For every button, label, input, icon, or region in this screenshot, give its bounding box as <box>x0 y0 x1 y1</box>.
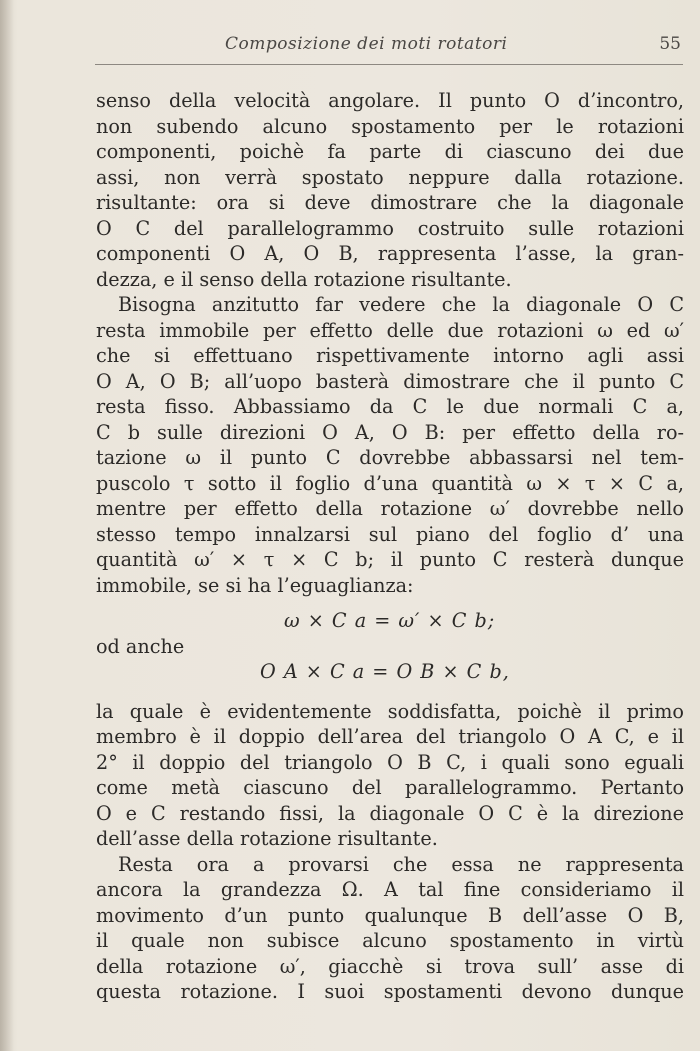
spine-shadow <box>0 0 14 1051</box>
text-line: componenti, poichè fa parte di ciascuno dei due <box>96 140 684 163</box>
text-line: ancora la grandezza Ω. A tal fine consideriamo il <box>96 878 684 901</box>
text-line: C b sulle direzioni O A, O B: per effetto della ro- <box>96 420 684 444</box>
text-line: dezza, e il senso della rotazione risultante. <box>96 267 512 291</box>
text-line: mentre per effetto della rotazione ω′ dovrebbe nello <box>96 497 684 520</box>
text-line: non subendo alcuno spostamento per le rotazioni <box>96 114 684 138</box>
text-line: Resta ora a provarsi che essa ne rappresenta <box>118 852 684 876</box>
formula-line <box>96 634 684 660</box>
text-line: tazione ω il punto C dovrebbe abbassarsi nel tem- <box>96 446 684 469</box>
text-line: resta immobile per effetto delle due rotazioni ω ed ω′ <box>96 318 684 342</box>
text-line: stesso tempo innalzarsi sul piano del foglio d’ una <box>96 522 684 546</box>
text-line: questa rotazione. I suoi spostamenti devono dunque <box>96 980 684 1003</box>
page-number: 55 <box>659 34 681 54</box>
text-line: risultante: ora si deve dimostrare che la diagonale <box>96 191 684 214</box>
text-line: che si effettuano rispettivamente intorno agli assi <box>96 344 684 367</box>
formula-1: ω × C a = ω′ × C b; <box>284 609 496 632</box>
running-title: Composizione dei moti rotatori <box>225 34 508 54</box>
text-line: 2° il doppio del triangolo O B C, i quali sono eguali <box>96 750 684 774</box>
text-line: la quale è evidentemente soddisfatta, poichè il primo <box>96 699 684 723</box>
text-line: immobile, se si ha l’eguaglianza: <box>96 573 414 597</box>
text-line: membro è il doppio dell’area del triangolo O A C, e il <box>96 725 684 748</box>
text-line: come metà ciascuno del parallelogrammo. Pertanto <box>96 776 684 799</box>
text-line: assi, non verrà spostato neppure dalla rotazione. <box>96 165 684 189</box>
text-line: O C del parallelogrammo costruito sulle rotazioni <box>96 216 684 240</box>
text-line: senso della velocità angolare. Il punto O d’incontro, <box>96 89 684 112</box>
formula-lead-text: od anche <box>96 634 185 658</box>
text-line: O A, O B; all’uopo basterà dimostrare che il punto C <box>96 369 684 393</box>
text-line: componenti O A, O B, rappresenta l’asse, la gran- <box>96 242 684 265</box>
header-rule <box>95 64 683 65</box>
running-header <box>95 34 683 60</box>
text-line: quantità ω′ × τ × C b; il punto C resterà dunque <box>96 548 684 571</box>
text-line: il quale non subisce alcuno spostamento in virtù <box>96 929 684 952</box>
text-line: della rotazione ω′, giacchè si trova sull’ asse di <box>96 954 684 978</box>
text-line: resta fisso. Abbassiamo da C le due normali C a, <box>96 395 684 418</box>
formula-line <box>96 608 684 634</box>
formula-2: O A × C a = O B × C b, <box>260 660 510 683</box>
formula-line <box>96 659 684 685</box>
text-line: O e C restando fissi, la diagonale O C è la direzione <box>96 801 684 825</box>
text-line: movimento d’un punto qualunque B dell’asse O B, <box>96 903 684 927</box>
text-line: Bisogna anzitutto far vedere che la diagonale O C <box>118 293 684 316</box>
body-text <box>96 88 684 1005</box>
text-line: puscolo τ sotto il foglio d’una quantità ω × τ × C a, <box>96 471 684 495</box>
text-line: dell’asse della rotazione risultante. <box>96 827 438 850</box>
